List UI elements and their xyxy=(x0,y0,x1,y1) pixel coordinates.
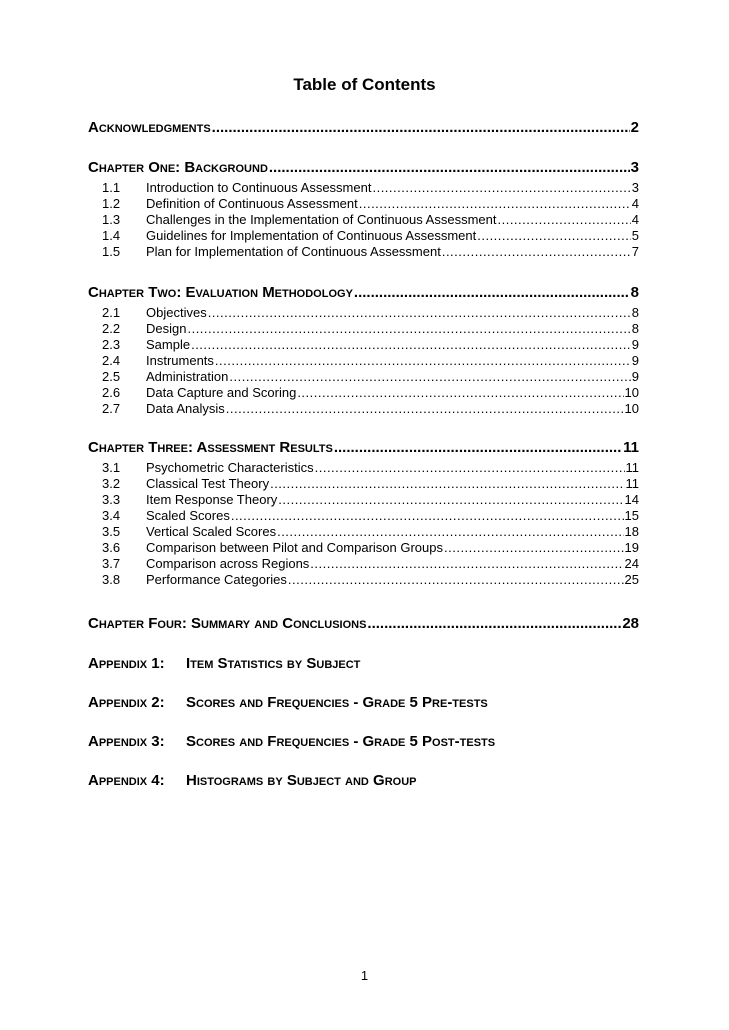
toc-section-entry[interactable] xyxy=(88,196,639,212)
toc-section-entry[interactable] xyxy=(88,540,639,556)
toc-page-number: 8 xyxy=(631,321,639,336)
dot-leader xyxy=(229,369,630,385)
section-number: 1.3 xyxy=(102,212,121,227)
section-number: 2.3 xyxy=(102,337,121,352)
toc-entry-label: Acknowledgments xyxy=(88,119,211,136)
toc-appendix-4[interactable] xyxy=(88,772,639,790)
section-number: 3.8 xyxy=(102,572,121,587)
chapter-title: Chapter Three: Assessment Results xyxy=(88,439,333,456)
toc-page-number: 9 xyxy=(631,353,639,368)
section-number: 3.7 xyxy=(102,556,121,571)
section-title: Introduction to Continuous Assessment xyxy=(146,180,372,195)
section-number: 2.5 xyxy=(102,369,121,384)
section-title: Design xyxy=(146,321,187,336)
section-title: Sample xyxy=(146,337,191,352)
toc-page-number: 8 xyxy=(630,284,639,301)
section-number: 1.5 xyxy=(102,244,121,259)
dot-leader xyxy=(277,524,623,540)
toc-page-number: 18 xyxy=(624,524,639,539)
section-number: 2.6 xyxy=(102,385,121,400)
section-number: 3.3 xyxy=(102,492,121,507)
dot-leader xyxy=(297,385,623,401)
toc-chapter-one xyxy=(88,159,639,260)
toc-page-number: 5 xyxy=(631,228,639,243)
section-title: Psychometric Characteristics xyxy=(146,460,314,475)
dot-leader xyxy=(208,305,631,321)
toc-section-entry[interactable] xyxy=(88,321,639,337)
toc-section-entry[interactable] xyxy=(88,524,639,540)
toc-page-number: 11 xyxy=(623,439,639,456)
dot-leader xyxy=(310,556,623,572)
section-title: Challenges in the Implementation of Continuous Assessment xyxy=(146,212,497,227)
toc-section-entry[interactable] xyxy=(88,508,639,524)
dot-leader xyxy=(497,212,630,228)
section-number: 2.4 xyxy=(102,353,121,368)
page-number-footer: 1 xyxy=(360,968,369,983)
toc-page-number: 25 xyxy=(624,572,639,587)
toc-chapter-heading[interactable] xyxy=(88,284,639,302)
toc-page-number: 11 xyxy=(625,460,639,475)
toc-section-entry[interactable] xyxy=(88,476,639,492)
section-title: Objectives xyxy=(146,305,207,320)
dot-leader xyxy=(212,119,630,137)
toc-section-entry[interactable] xyxy=(88,369,639,385)
dot-leader xyxy=(231,508,624,524)
appendix-title: Item Statistics by Subject xyxy=(186,655,361,672)
toc-page-number: 3 xyxy=(630,159,639,176)
dot-leader xyxy=(278,492,623,508)
toc-section-entry[interactable] xyxy=(88,212,639,228)
toc-page-number: 15 xyxy=(624,508,639,523)
section-title: Scaled Scores xyxy=(146,508,230,523)
section-number: 1.4 xyxy=(102,228,121,243)
toc-page-number: 14 xyxy=(624,492,639,507)
section-title: Item Response Theory xyxy=(146,492,278,507)
toc-section-entry[interactable] xyxy=(88,401,639,417)
toc-page-number: 9 xyxy=(631,369,639,384)
toc-section-entry[interactable] xyxy=(88,572,639,588)
toc-entry-acknowledgments[interactable] xyxy=(88,119,639,137)
section-number: 3.4 xyxy=(102,508,121,523)
dot-leader xyxy=(444,540,624,556)
toc-chapter-heading[interactable] xyxy=(88,159,639,177)
toc-section-entry[interactable] xyxy=(88,305,639,321)
chapter-title: Chapter One: Background xyxy=(88,159,268,176)
toc-chapter-three xyxy=(88,439,639,588)
toc-page-number: 4 xyxy=(631,212,639,227)
toc-page-number: 10 xyxy=(624,401,639,416)
section-title: Performance Categories xyxy=(146,572,287,587)
toc-section-entry[interactable] xyxy=(88,460,639,476)
dot-leader xyxy=(334,439,622,457)
toc-page-number: 4 xyxy=(631,196,639,211)
dot-leader xyxy=(215,353,631,369)
toc-section-entry[interactable] xyxy=(88,385,639,401)
toc-chapter-heading[interactable] xyxy=(88,615,639,633)
section-number: 1.1 xyxy=(102,180,121,195)
toc-section-entry[interactable] xyxy=(88,353,639,369)
section-title: Plan for Implementation of Continuous Assessment xyxy=(146,244,441,259)
dot-leader xyxy=(270,476,624,492)
toc-page-number: 11 xyxy=(625,476,639,491)
dot-leader xyxy=(367,615,621,633)
section-title: Comparison across Regions xyxy=(146,556,310,571)
appendix-number: Appendix 3: xyxy=(88,733,165,750)
dot-leader xyxy=(354,284,630,302)
section-number: 3.2 xyxy=(102,476,121,491)
toc-page-number: 19 xyxy=(624,540,639,555)
section-number: 2.7 xyxy=(102,401,121,416)
appendix-number: Appendix 4: xyxy=(88,772,165,789)
dot-leader xyxy=(191,337,631,353)
section-number: 3.6 xyxy=(102,540,121,555)
section-number: 3.5 xyxy=(102,524,121,539)
appendix-title: Histograms by Subject and Group xyxy=(186,772,417,789)
dot-leader xyxy=(288,572,624,588)
toc-chapter-heading[interactable] xyxy=(88,439,639,457)
toc-section-entry[interactable] xyxy=(88,556,639,572)
section-title: Data Capture and Scoring xyxy=(146,385,297,400)
toc-appendix-1[interactable] xyxy=(88,655,639,673)
section-title: Guidelines for Implementation of Continuous Assessment xyxy=(146,228,477,243)
toc-chapter-four xyxy=(88,615,639,633)
toc-appendix-3[interactable] xyxy=(88,733,639,751)
chapter-title: Chapter Four: Summary and Conclusions xyxy=(88,615,367,632)
toc-page-number: 28 xyxy=(622,615,639,632)
appendix-title: Scores and Frequencies - Grade 5 Post-tests xyxy=(186,733,496,750)
dot-leader xyxy=(315,460,625,476)
section-number: 2.1 xyxy=(102,305,121,320)
section-title: Administration xyxy=(146,369,229,384)
dot-leader xyxy=(372,180,630,196)
appendix-number: Appendix 2: xyxy=(88,694,165,711)
toc-section-entry[interactable] xyxy=(88,244,639,260)
toc-chapter-two xyxy=(88,284,639,417)
section-number: 3.1 xyxy=(102,460,121,475)
dot-leader xyxy=(269,159,630,177)
dot-leader xyxy=(477,228,631,244)
toc-page-number: 2 xyxy=(630,119,639,136)
dot-leader xyxy=(442,244,631,260)
chapter-title: Chapter Two: Evaluation Methodology xyxy=(88,284,353,301)
section-number: 2.2 xyxy=(102,321,121,336)
toc-page-number: 7 xyxy=(631,244,639,259)
toc-page-number: 8 xyxy=(631,305,639,320)
section-number: 1.2 xyxy=(102,196,121,211)
toc-section-entry[interactable] xyxy=(88,180,639,196)
dot-leader xyxy=(226,401,624,417)
toc-section-entry[interactable] xyxy=(88,228,639,244)
appendix-number: Appendix 1: xyxy=(88,655,165,672)
toc-page-number: 10 xyxy=(624,385,639,400)
section-title: Vertical Scaled Scores xyxy=(146,524,277,539)
toc-page-number: 24 xyxy=(624,556,639,571)
appendix-title: Scores and Frequencies - Grade 5 Pre-tests xyxy=(186,694,488,711)
toc-page-number: 9 xyxy=(631,337,639,352)
toc-section-entry[interactable] xyxy=(88,337,639,353)
toc-appendix-2[interactable] xyxy=(88,694,639,712)
page-title: Table of Contents xyxy=(293,75,436,94)
section-title: Classical Test Theory xyxy=(146,476,270,491)
section-title: Definition of Continuous Assessment xyxy=(146,196,358,211)
section-title: Comparison between Pilot and Comparison Groups xyxy=(146,540,443,555)
section-title: Data Analysis xyxy=(146,401,225,416)
dot-leader xyxy=(187,321,630,337)
toc-page-number: 3 xyxy=(631,180,639,195)
dot-leader xyxy=(359,196,631,212)
section-title: Instruments xyxy=(146,353,214,368)
toc-section-entry[interactable] xyxy=(88,492,639,508)
